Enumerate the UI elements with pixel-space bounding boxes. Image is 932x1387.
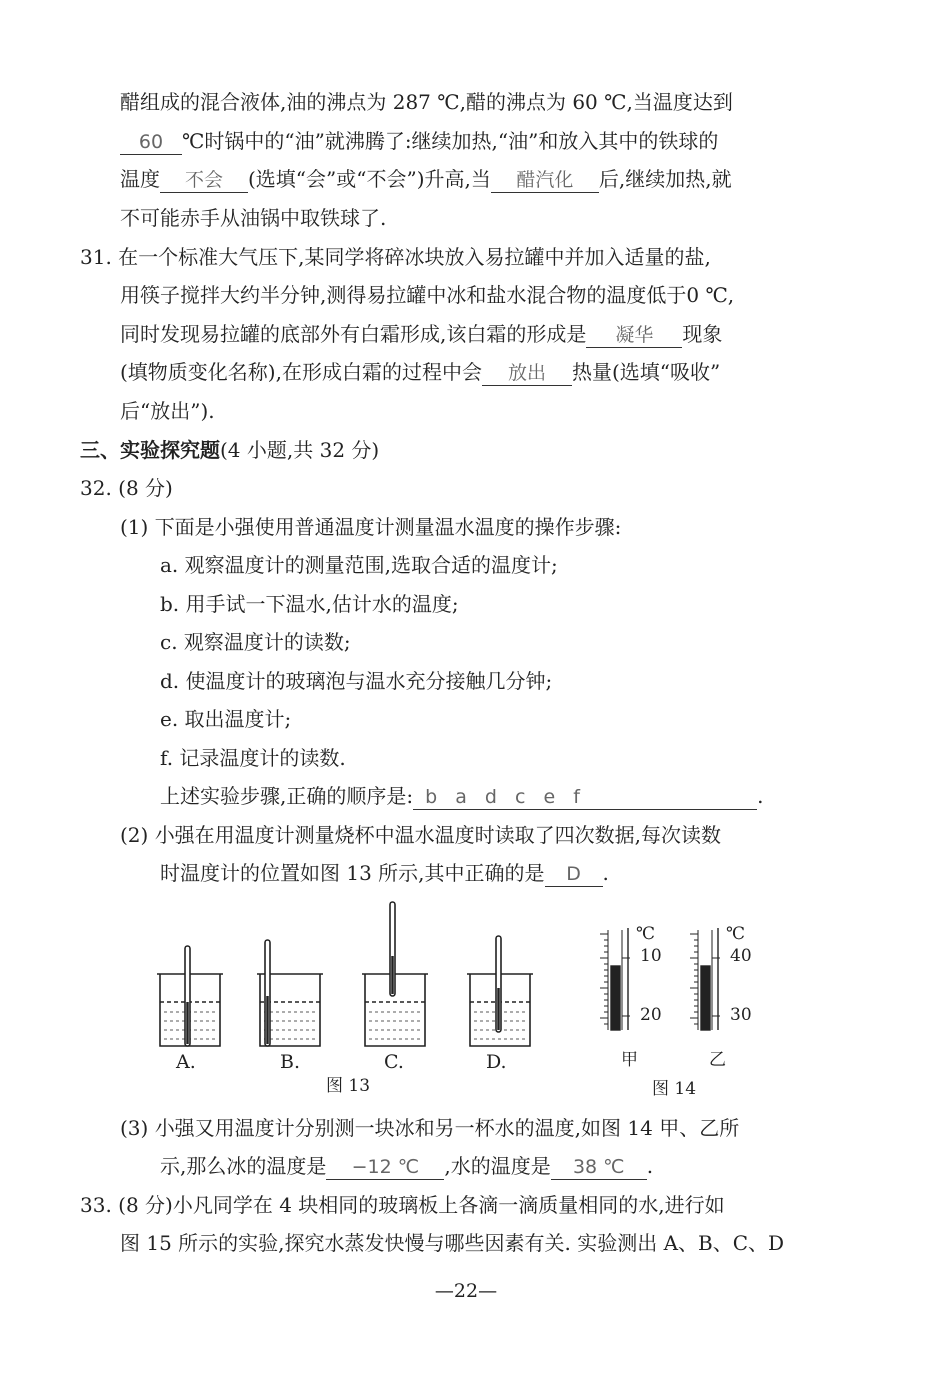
- q33-line-2: 图 15 所示的实验,探究水蒸发快慢与哪些因素有关. 实验测出 A、B、C、D: [120, 1231, 785, 1255]
- q32-order-line: 上述实验步骤,正确的顺序是: b a d c e f .: [160, 784, 764, 808]
- beaker-a: [157, 946, 223, 1046]
- page-number: —22—: [434, 1280, 498, 1302]
- q30-line-3: [120, 166, 732, 193]
- thermometer-jia-tick-20: 20: [640, 1005, 662, 1025]
- q33-line-1: 33. (8 分)小凡同学在 4 块相同的玻璃板上各滴一滴质量相同的水,进行如: [80, 1193, 725, 1217]
- q31-line-3-text-b: 现象: [682, 322, 723, 346]
- q32-step-b: b. 用手试一下温水,估计水的温度;: [160, 592, 459, 616]
- q32-part-1-prompt: (1) 下面是小强使用普通温度计测量温水温度的操作步骤:: [120, 515, 622, 539]
- beaker-label-b: B.: [280, 1051, 301, 1073]
- thermometer-yi-unit: ℃: [726, 924, 746, 944]
- q31-answer-phase-change: 凝华: [586, 323, 682, 348]
- q31-line-4-text-b: 热量(选填“吸收”: [571, 360, 721, 384]
- beaker-label-a: A.: [176, 1051, 196, 1073]
- section-3-title: 三、实验探究题: [80, 438, 220, 462]
- q32-answer-ice-temp: −12 ℃: [326, 1155, 444, 1180]
- q30-line-3-text-b: (选填“会”或“不会”)升高,当: [248, 167, 491, 191]
- beaker-c: [362, 902, 428, 1046]
- q30-answer-vaporize: 醋汽化: [491, 168, 599, 193]
- beaker-d: [467, 936, 533, 1046]
- q32-step-f: f. 记录温度计的读数.: [160, 746, 346, 770]
- q31-line-3: [120, 321, 722, 348]
- q30-line-1: 醋组成的混合液体,油的沸点为 287 ℃,醋的沸点为 60 ℃,当温度达到: [120, 90, 733, 114]
- q32-part-2-text: 时温度计的位置如图 13 所示,其中正确的是: [160, 861, 545, 885]
- q30-answer-boiling-temp: 60: [120, 130, 182, 155]
- q32-answer-water-temp: 38 ℃: [551, 1155, 647, 1180]
- q31-line-1: 31. 在一个标准大气压下,某同学将碎冰块放入易拉罐中并加入适量的盐,: [80, 245, 711, 269]
- thermometer-yi-label: 乙: [709, 1050, 726, 1070]
- beaker-b: [257, 940, 323, 1046]
- section-3-note: (4 小题,共 32 分): [220, 438, 380, 462]
- q30-line-2-text: ℃时锅中的“油”就沸腾了:继续加热,“油”和放入其中的铁球的: [182, 129, 719, 153]
- q31-answer-heat: 放出: [482, 361, 572, 386]
- q32-header: 32. (8 分): [80, 476, 173, 500]
- q32-step-d: d. 使温度计的玻璃泡与温水充分接触几分钟;: [160, 669, 553, 693]
- q31-line-4: [120, 359, 720, 386]
- q32-part-3-text-a: 示,那么冰的温度是: [160, 1154, 327, 1178]
- q30-answer-rise: 不会: [160, 168, 248, 193]
- q32-part-2-line-1: (2) 小强在用温度计测量烧杯中温水温度时读取了四次数据,每次读数: [120, 823, 722, 847]
- thermometer-jia-label: 甲: [621, 1050, 638, 1070]
- q32-part-3-line-1: (3) 小强又用温度计分别测一块冰和另一杯水的温度,如图 14 甲、乙所: [120, 1116, 740, 1140]
- q32-part-2-line-2: 时温度计的位置如图 13 所示,其中正确的是 D .: [160, 861, 609, 885]
- q32-step-a: a. 观察温度计的测量范围,选取合适的温度计;: [160, 553, 558, 577]
- q30-line-3-text-a: 温度: [120, 167, 160, 191]
- thermometer-jia-tick-10: 10: [640, 946, 662, 966]
- q32-part-3-text-b: ,水的温度是: [444, 1154, 551, 1178]
- figure-13: [150, 896, 540, 1072]
- section-3-heading: [80, 437, 379, 463]
- thermometer-jia-unit: ℃: [636, 924, 656, 944]
- beaker-label-d: D.: [486, 1051, 507, 1073]
- q30-line-4: 不可能赤手从油锅中取铁球了.: [120, 206, 387, 230]
- q31-line-5: 后“放出”).: [120, 399, 215, 423]
- thermometer-yi: [690, 928, 720, 1030]
- q32-step-e: e. 取出温度计;: [160, 707, 292, 731]
- figure-14-caption: 图 14: [652, 1079, 697, 1099]
- q32-answer-order: b a d c e f: [413, 785, 757, 810]
- q31-line-4-text-a: (填物质变化名称),在形成白霜的过程中会: [120, 360, 482, 384]
- q32-step-c: c. 观察温度计的读数;: [160, 630, 351, 654]
- thermometer-yi-tick-30: 30: [730, 1005, 752, 1025]
- q32-answer-correct-position: D: [545, 862, 603, 887]
- q31-line-3-text-a: 同时发现易拉罐的底部外有白霜形成,该白霜的形成是: [120, 322, 587, 346]
- thermometer-yi-tick-40: 40: [730, 946, 752, 966]
- q31-line-2: 用筷子搅拌大约半分钟,测得易拉罐中冰和盐水混合物的温度低于0 ℃,: [120, 283, 735, 307]
- q30-line-3-text-c: 后,继续加热,就: [598, 167, 732, 191]
- q32-order-prompt: 上述实验步骤,正确的顺序是:: [160, 784, 414, 808]
- q30-line-2: [120, 128, 718, 155]
- thermometer-jia: [600, 928, 630, 1030]
- beaker-label-c: C.: [384, 1051, 404, 1073]
- figure-13-caption: 图 13: [326, 1076, 371, 1096]
- q32-part-3-line-2: 示,那么冰的温度是 −12 ℃ ,水的温度是 38 ℃ .: [160, 1154, 654, 1178]
